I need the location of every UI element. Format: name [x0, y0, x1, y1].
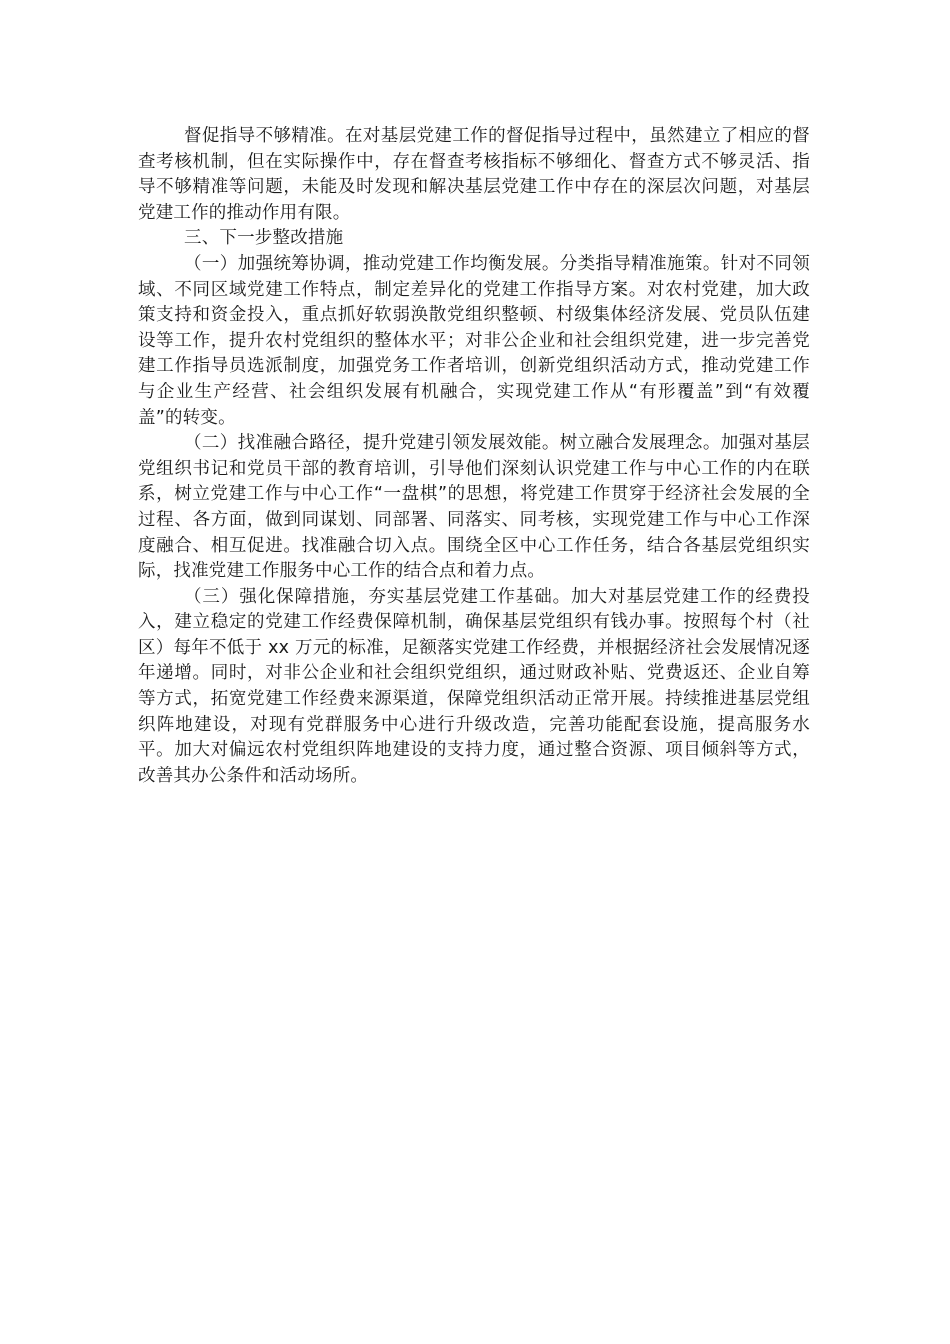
document-body — [138, 124, 810, 789]
paragraph-measure-2: （二）找准融合路径，提升党建引领发展效能。树立融合发展理念。加强对基层党组织书记和党员干部的教育培训，引导他们深刻认识党建工作与中心工作的内在联系，树立党建工作与中心工作“一盘棋”的思想，将党建工作贯穿于经济社会发展的全过程、各方面，做到同谋划、同部署、同落实、同考核，实现党建工作与中心工作深度融合、相互促进。找准融合切入点。围绕全区中心工作任务，结合各基层党组织实际，找准党建工作服务中心工作的结合点和着力点。 — [138, 433, 810, 582]
paragraph-supervision-issue: 督促指导不够精准。在对基层党建工作的督促指导过程中，虽然建立了相应的督查考核机制，但在实际操作中，存在督查考核指标不够细化、督查方式不够灵活、指导不够精准等问题，未能及时发现和解决基层党建工作中存在的深层次问题，对基层党建工作的推动作用有限。 — [138, 126, 810, 223]
section-heading-next-steps: 三、下一步整改措施 — [184, 228, 344, 249]
paragraph-measure-1: （一）加强统筹协调，推动党建工作均衡发展。分类指导精准施策。针对不同领域、不同区域党建工作特点，制定差异化的党建工作指导方案。对农村党建，加大政策支持和资金投入，重点抓好软弱涣散党组织整顿、村级集体经济发展、党员队伍建设等工作，提升农村党组织的整体水平；对非公企业和社会组织党建，进一步完善党建工作指导员选派制度，加强党务工作者培训，创新党组织活动方式，推动党建工作与企业生产经营、社会组织发展有机融合，实现党建工作从“有形覆盖”到“有效覆盖”的转变。 — [138, 253, 810, 428]
paragraph-measure-3: （三）强化保障措施，夯实基层党建工作基础。加大对基层党建工作的经费投入，建立稳定的党建工作经费保障机制，确保基层党组织有钱办事。按照每个村（社区）每年不低于 xx 万元的标准，足额落实党建工作经费，并根据经济社会发展情况逐年递增。同时，对非公企业和社会组织党组织，通过财政补贴、党费返还、企业自筹等方式，拓宽党建工作经费来源渠道，保障党组织活动正常开展。持续推进基层党组织阵地建设，对现有党群服务中心进行升级改造，完善功能配套设施，提高服务水平。加大对偏远农村党组织阵地建设的支持力度，通过整合资源、项目倾斜等方式，改善其办公条件和活动场所。 — [138, 586, 810, 786]
